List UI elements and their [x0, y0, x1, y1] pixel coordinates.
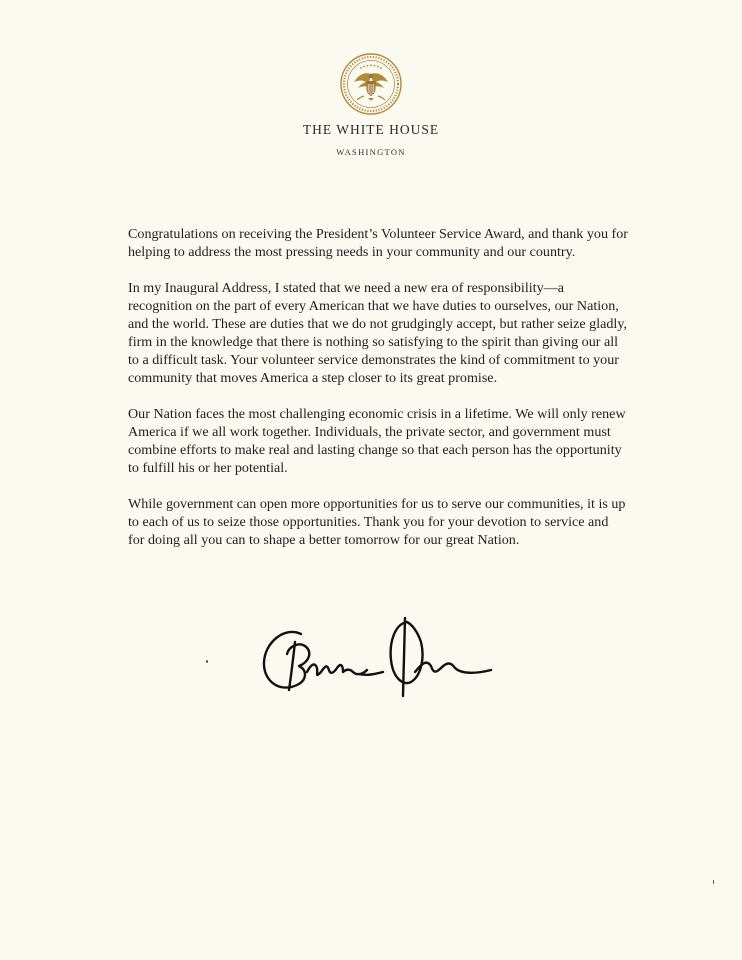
- paragraph-2: In my Inaugural Address, I stated that we need a new era of responsibility—a recognition on the part of every American that we have duties to ourselves, our Nation, and the world. These are duties that we do not grudgingly accept, but rather seize gladly, firm in the knowledge that there is nothing so satisfying to the spirit than giving our all to a difficult task. Your volunteer service demonstrates the kind of commitment to your community that moves America a step closer to its great promise.: [128, 280, 627, 386]
- presidential-seal-icon: [339, 52, 403, 116]
- letterhead-title: THE WHITE HOUSE: [302, 122, 440, 137]
- paragraph-3: Our Nation faces the most challenging economic crisis in a lifetime. We will only renew America if we all work together. Individuals, the private sector, and government must combine efforts to make real and lasting change so that each person has the opportunity to fulfill his or her potential.: [128, 406, 626, 476]
- letter-body: [128, 225, 628, 567]
- handwritten-signature-icon: [255, 612, 505, 712]
- letterhead-city: WASHINGTON: [336, 147, 406, 157]
- letterhead: [0, 52, 742, 157]
- paper-speck: [206, 660, 208, 663]
- paper-speck: [713, 880, 714, 884]
- paragraph-1: Congratulations on receiving the President’s Volunteer Service Award, and thank you for helping to address the most pressing needs in your community and our country.: [128, 226, 628, 260]
- paragraph-4: While government can open more opportunities for us to serve our communities, it is up to each of us to seize those opportunities. Thank you for your devotion to service and for doing all you can to shape a better tomorrow for our great Nation.: [128, 496, 626, 548]
